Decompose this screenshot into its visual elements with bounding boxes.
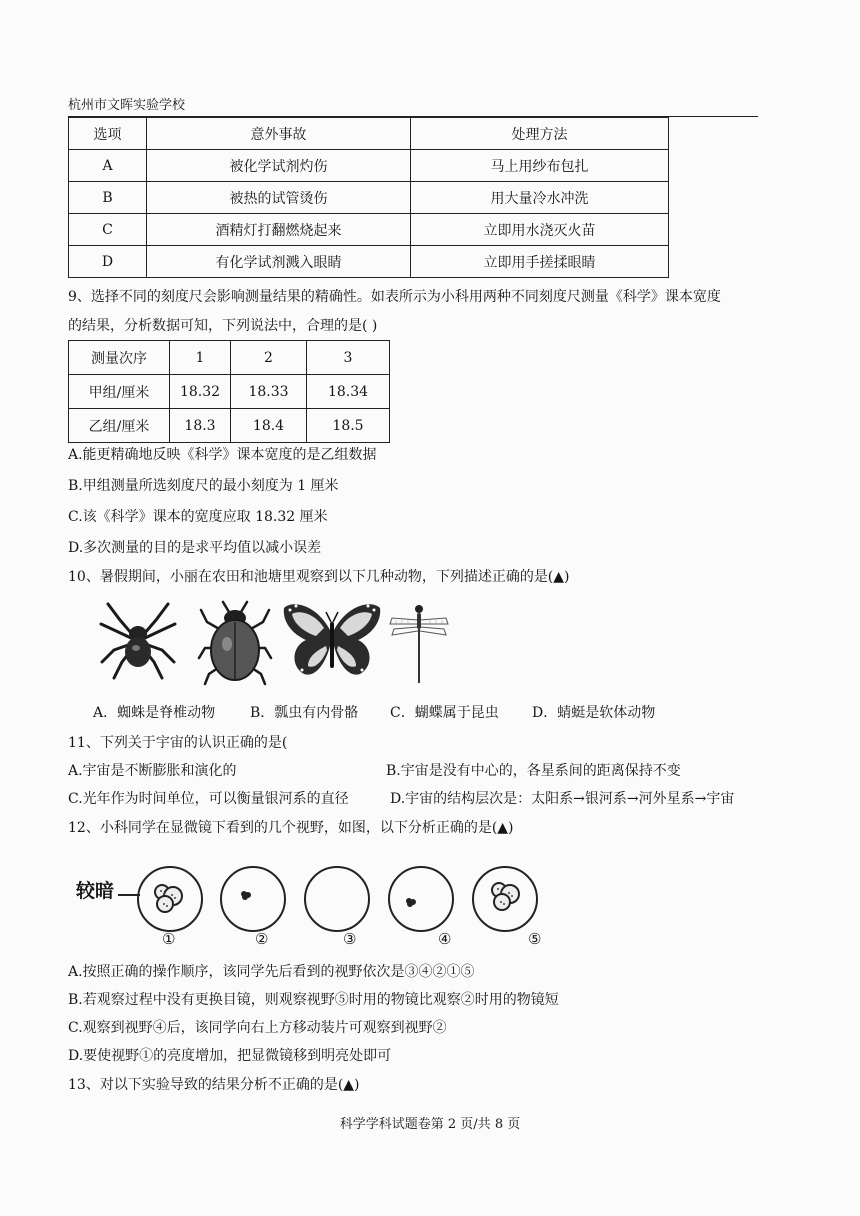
table-cell: B [69,182,147,214]
table-cell: C [69,214,147,246]
view-label-2: ② [255,930,269,948]
table-row [69,214,669,246]
q9-option-c: C.该《科学》课本的宽度应取 18.32 厘米 [68,509,328,525]
q10-option-c: C．蝴蝶属于昆虫 [390,705,499,721]
q11-option-a: A.宇宙是不断膨胀和演化的 [68,763,237,779]
dragonfly-icon [388,600,450,686]
table-cell: 被热的试管烫伤 [147,182,411,214]
table-cell: 18.34 [307,375,390,409]
q11-option-d: D.宇宙的结构层次是：太阳系→银河系→河外星系→宇宙 [390,791,735,807]
table-cell: 乙组/厘米 [69,409,170,443]
q13-stem: 13、对以下实验导致的结果分析不正确的是(▲) [68,1077,360,1093]
q12-option-a: A.按照正确的操作顺序，该同学先后看到的视野依次是③④②①⑤ [68,964,475,980]
table-header-cell: 处理方法 [411,118,669,150]
q11-stem: 11、下列关于宇宙的认识正确的是( [68,735,288,751]
view-label-4: ④ [438,930,452,948]
table-cell: 18.3 [170,409,231,443]
microscope-view-4 [388,866,454,932]
table-cell: 18.33 [231,375,307,409]
table-row [69,409,390,443]
microscope-view-2 [220,866,286,932]
table-cell: 被化学试剂灼伤 [147,150,411,182]
table-row [69,182,669,214]
q12-option-c: C.观察到视野④后，该同学向右上方移动装片可观察到视野② [68,1020,447,1036]
table-row [69,375,390,409]
q10-option-d: D．蜻蜓是软体动物 [532,705,656,721]
figure-label: 较暗 [76,880,115,902]
table-cell: 18.4 [231,409,307,443]
page-footer: 科学学科试题卷第 2 页/共 8 页 [339,1117,521,1132]
table-header-row [69,118,669,150]
q12-stem: 12、小科同学在显微镜下看到的几个视野，如图，以下分析正确的是(▲) [68,820,514,836]
table-header-cell: 2 [231,341,307,375]
q9-option-a: A.能更精确地反映《科学》课本宽度的是乙组数据 [68,447,377,463]
view-label-1: ① [162,930,176,948]
beetle-icon [197,600,273,686]
spider-icon [98,600,178,680]
view-label-5: ⑤ [528,930,542,948]
q12-option-d: D.要使视野①的亮度增加，把显微镜移到明亮处即可 [68,1048,392,1064]
q9-option-b: B.甲组测量所选刻度尺的最小刻度为 1 厘米 [68,478,339,494]
table-cell: 18.5 [307,409,390,443]
table-cell: 酒精灯打翻燃烧起来 [147,214,411,246]
table-cell: 甲组/厘米 [69,375,170,409]
table-cell: 立即用手搓揉眼睛 [411,246,669,278]
q12-option-b: B.若观察过程中没有更换目镜，则观察视野⑤时用的物镜比观察②时用的物镜短 [68,992,559,1008]
q9-stem-line1: 9、选择不同的刻度尺会影响测量结果的精确性。如表所示为小科用两种不同刻度尺测量《科学》课本宽度 [68,289,721,305]
table-header-cell: 1 [170,341,231,375]
q10-stem: 10、暑假期间，小丽在农田和池塘里观察到以下几种动物，下列描述正确的是(▲) [68,569,570,585]
table-cell: 有化学试剂溅入眼睛 [147,246,411,278]
butterfly-icon [282,600,382,682]
table-cell: 用大量冷水冲洗 [411,182,669,214]
microscope-view-5 [472,866,538,932]
table-cell: A [69,150,147,182]
view-label-3: ③ [343,930,357,948]
table-cell: 马上用纱布包扎 [411,150,669,182]
measurement-table [68,340,390,443]
q11-option-b: B.宇宙是没有中心的，各星系间的距离保持不变 [386,763,681,779]
q11-option-c: C.光年作为时间单位，可以衡量银河系的直径 [68,791,349,807]
table-header-cell: 测量次序 [69,341,170,375]
q9-option-d: D.多次测量的目的是求平均值以减小误差 [68,540,322,556]
q10-option-a: A．蜘蛛是脊椎动物 [93,705,216,721]
accident-table [68,117,669,278]
table-header-cell: 选项 [69,118,147,150]
table-cell: 立即用水浇灭火苗 [411,214,669,246]
table-header-row [69,341,390,375]
table-row [69,150,669,182]
table-header-cell: 3 [307,341,390,375]
microscope-view-3 [304,866,370,932]
table-header-cell: 意外事故 [147,118,411,150]
table-cell: 18.32 [170,375,231,409]
table-cell: D [69,246,147,278]
microscope-view-1 [137,866,203,932]
q10-option-b: B．瓢虫有内骨骼 [250,705,359,721]
table-row [69,246,669,278]
school-name: 杭州市文晖实验学校 [68,98,186,113]
q9-stem-line2: 的结果，分析数据可知，下列说法中，合理的是( ) [68,318,378,334]
